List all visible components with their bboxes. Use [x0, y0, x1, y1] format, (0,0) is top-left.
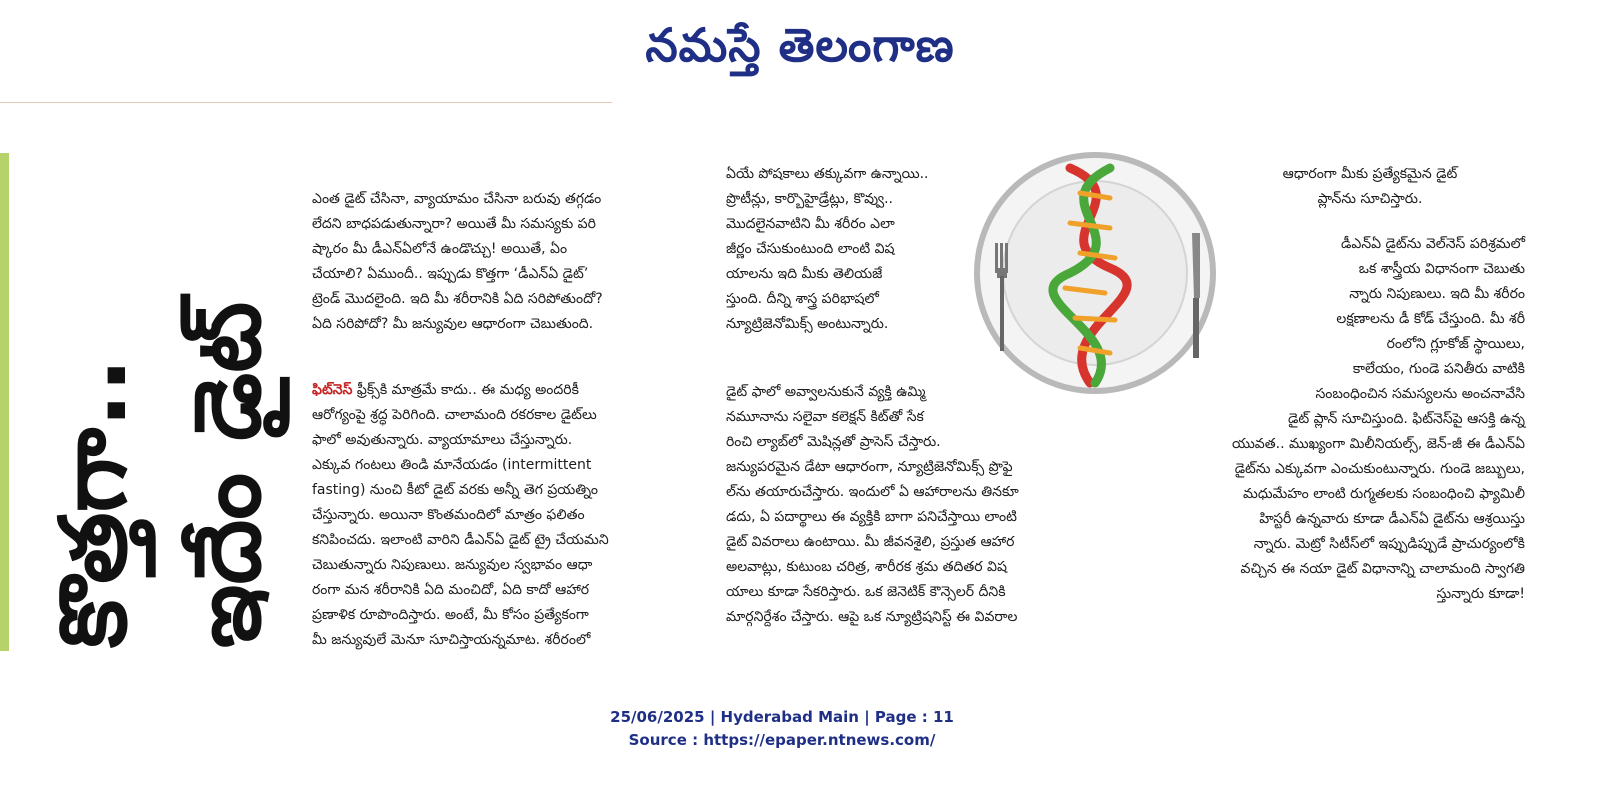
column1-paragraph-2 — [312, 378, 717, 653]
article-column-3-bottom: డీఎన్ఏ డైట్‌ను వెల్‌నెస్ పరిశ్రమలో ఒక శాస్త్రీయ విధానంగా చెబుతు న్నారు నిపుణులు. ఇది మీ శరీరం లక్షణాలను డీ కోడ్ చేస్తుంది. మీ శరీ రంలోని గ్లూకోజ్ స్థాయిలు, కాలేయం, గుండె పనితీరు వాటికి సంబంధించిన సమస్యలను అంచనావేసి డైట్ ప్లాన్ సూచిస్తుంది. ఫిట్‌నెస్‌పై ఆసక్తి ఉన్న యువత.. ముఖ్యంగా మిలీనియల్స్, జెన్-జీ ఈ డీఎన్ఏ డైట్‌ను ఎక్కువగా ఎంచుకుంటున్నారు. గుండె జబ్బులు, మధుమేహం లాంటి రుగ్మతలకు సంబంధించి ఫ్యామిలీ హిస్టరీ ఉన్నవారు కూడా డీఎన్ఏ డైట్‌ను ఆశ్రయిస్తు న్నారు. మెట్రో సిటీస్‌లో ఇప్పుడిప్పుడే ప్రాచుర్యంలోకి వచ్చిన ఈ నయా డైట్ విధానాన్ని చాలామంది స్వాగతి స్తున్నారు కూడా! — [1231, 236, 1525, 602]
masthead-logo: నమస్తే తెలంగాణ — [645, 18, 955, 72]
article-column-2-top: ఏయే పోషకాలు తక్కువగా ఉన్నాయి.. ప్రొటీన్లు, కార్బొహైడ్రేట్లు, కొవ్వు.. మొదలైనవాటిని మీ శరీరం ఎలా జీర్ణం చేసుకుంటుంది లాంటి విష యాలను ఇది మీకు తెలియజే స్తుంది. దీన్ని శాస్త్ర పరిభాషలో న్యూట్రిజెనోమిక్స్ అంటున్నారు. — [726, 166, 929, 332]
article-column-3-top: ఆధారంగా మీకు ప్రత్యేకమైన డైట్ ప్లాన్‌ను సూచిస్తారు. — [1282, 166, 1458, 207]
header-divider — [0, 102, 612, 103]
footer-date-edition: 25/06/2025 | Hyderabad Main | Page : 11 — [610, 708, 954, 726]
footer-source-link[interactable]: Source : https://epaper.ntnews.com/ — [628, 731, 936, 749]
accent-bar — [0, 153, 9, 651]
headline-line-2: కొత్తగా.. — [40, 357, 147, 648]
lead-word: ఫిట్‌నెస్ — [312, 382, 353, 398]
column1-paragraph-2-text: ఫ్రీక్స్‌కి మాత్రమే కాదు.. ఈ మధ్య అందరికీ ఆరోగ్యంపై శ్రద్ధ పెరిగింది. చాలామంది రకరకాల డైట్‌లు ఫాలో అవుతున్నారు. వ్యాయామాలు చేస్తున్నారు. ఎక్కువ గంటలు తిండి మానేయడం (intermittent fasting) నుంచి కీటో డైట్ వరకు అన్నీ తెగ ప్రయత్నిం చేస్తున్నారు. అయినా కొంతమందిలో మాత్రం ఫలితం కనిపించదు. ఇలాంటి వారిని డీఎన్ఏ డైట్ ట్రై చేయమని చెబుతున్నారు నిపుణులు. జన్యువుల స్వభావం ఆధా రంగా మన శరీరానికి ఏది మంచిదో, ఏది కాదో ఆహార ప్రణాళిక రూపొందిస్తారు. అంటే, మీ కోసం ప్రత్యేకంగా మీ జన్యువులే మెనూ సూచిస్తాయన్నమాట. శరీరంలో — [312, 382, 609, 648]
headline — [16, 158, 306, 648]
headline-line-1: ఇదేం డైట్ — [174, 301, 281, 648]
article-column-1 — [312, 162, 717, 678]
article-column-2-bottom: డైట్ ఫాలో అవ్వాలనుకునే వ్యక్తి ఉమ్మి నమూనాను సలైవా కలెక్షన్ కిట్‌తో సేక రించి ల్యాబ్‌లో మెషిన్లతో ప్రాసెస్ చేస్తారు. జన్యుపరమైన డేటా ఆధారంగా, న్యూట్రిజెనోమిక్స్ ప్రొఫై ల్‌ను తయారుచేస్తారు. ఇందులో ఏ ఆహారాలను తినకూ డదు, ఏ పదార్థాలు ఈ వ్యక్తికి బాగా పనిచేస్తాయి లాంటి డైట్ వివరాలు ఉంటాయి. మీ జీవనశైలి, ప్రస్తుత ఆహార అలవాట్లు, కుటుంబ చరిత్ర, శారీరక శ్రమ తదితర విష యాలు కూడా సేకరిస్తారు. ఒక జెనెటిక్ కౌన్సెలర్ దీనికి మార్గనిర్దేశం చేస్తారు. ఆపై ఒక న్యూట్రిషనిస్ట్ ఈ వివరాల — [726, 384, 1019, 625]
column1-paragraph-1: ఎంత డైట్ చేసినా, వ్యాయామం చేసినా బరువు తగ్గడం లేదని బాధపడుతున్నారా? అయితే మీ సమస్యకు పరి ష్కారం మీ డీఎన్ఏలోనే ఉండొచ్చు! అయితే, ఏం చేయాలి? ఏముందీ.. ఇప్పుడు కొత్తగా ‘డీఎన్ఏ డైట్’ ట్రెండ్ మొదలైంది. ఇది మీ శరీరానికి ఏది సరిపోతుందో? ఏది సరిపోదో? మీ జన్యువుల ఆధారంగా చెబుతుంది. — [312, 191, 603, 332]
